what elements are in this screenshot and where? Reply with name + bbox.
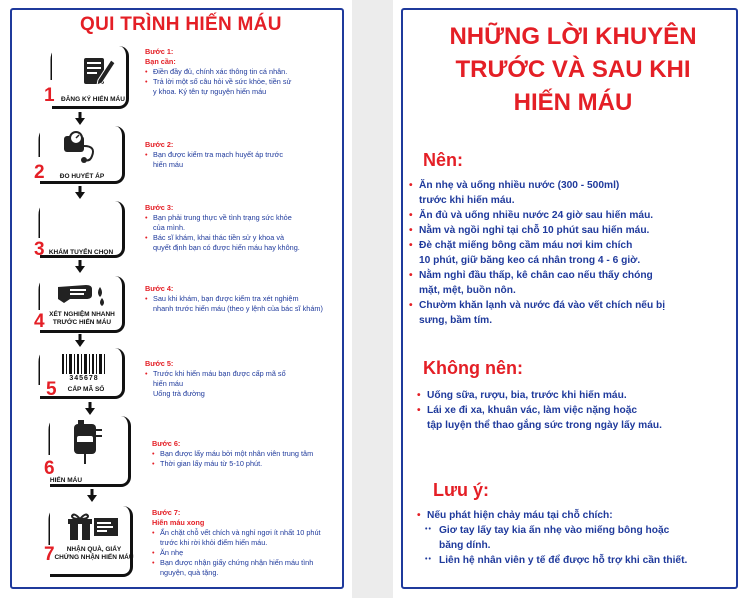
step-4-description: Bước 4: • Sau khi khám, bạn được kiểm tra xét nghiệm nhanh trước hiến máu (theo y lệnh của bác sĩ khám) <box>145 284 323 314</box>
blood-pressure-icon <box>62 128 102 164</box>
list-item: • Lái xe đi xa, khuân vác, làm việc nặng hoặc <box>417 403 733 418</box>
step-2-number: 2 <box>34 162 45 183</box>
step-7-number: 7 <box>44 544 55 565</box>
process-title: QUI TRÌNH HIẾN MÁU <box>80 14 282 35</box>
step-6-caption: HIẾN MÁU <box>49 477 83 484</box>
step-6-number: 6 <box>44 458 55 479</box>
list-item: mặt, mệt, buồn nôn. <box>419 285 516 296</box>
step-5-number: 5 <box>46 379 57 400</box>
step-2-caption: ĐO HUYẾT ÁP <box>59 173 105 180</box>
barcode-digits: 345678 <box>69 375 99 382</box>
step-7-description: Bước 7: Hiến máu xong • Ấn chặt chỗ vết chích và nghỉ ngơi ít nhất 10 phút trước khi rời khỏi điểm hiến máu. • Ăn nhẹ • Bạn được nhận giấy chứng nhận hiến máu tình nguyện, quà tặng. <box>152 508 321 578</box>
blood-donation-process-panel <box>0 0 352 598</box>
list-item: • Ăn nhẹ và uống nhiều nước (300 - 500ml) <box>409 178 731 193</box>
step-7-caption: NHẬN QUÀ, GIẤY CHỨNG NHẬN HIẾN MÁU <box>54 546 134 561</box>
step-5-caption: CẤP MÃ SỐ <box>67 386 105 393</box>
list-item: • Ăn đủ và uống nhiều nước 24 giờ sau hiến máu. <box>409 208 731 223</box>
should-heading: Nên: <box>423 150 463 170</box>
step-1-number: 1 <box>44 85 55 106</box>
list-item: • Đè chặt miếng bông cầm máu nơi kim chích <box>409 238 731 253</box>
step-4-caption: XÉT NGHIỆM NHANH TRƯỚC HIẾN MÁU <box>49 311 115 326</box>
note-heading: Lưu ý: <box>433 480 490 500</box>
should-not-list <box>417 388 733 433</box>
advice-title: NHỮNG LỜI KHUYÊN TRƯỚC VÀ SAU KHI HIẾN MÁU <box>449 23 697 116</box>
list-item: •• Liên hệ nhân viên y tế để được hỗ trợ khi cần thiết. <box>417 553 733 568</box>
should-not-heading: Không nên: <box>423 358 523 378</box>
step-1-description: Bước 1: Bạn cần: • Điền đầy đủ, chính xác thông tin cá nhân. • Trả lời một số câu hỏi về sức khỏe, tiền sử y khoa. Ký tên tự nguyện hiến máu <box>145 47 291 97</box>
step-6-description: Bước 6: • Bạn được lấy máu bởi một nhân viên trung tâm • Thời gian lấy máu từ 5-10 phút. <box>152 439 313 469</box>
advice-panel <box>393 0 748 598</box>
list-item: trước khi hiến máu. <box>419 195 515 206</box>
list-item: •• Giơ tay lấy tay kia ấn nhẹ vào miếng bông hoặc <box>417 523 733 538</box>
blood-bag-icon <box>72 420 106 464</box>
finger-prick-icon <box>56 281 108 307</box>
list-item: băng dính. <box>439 540 491 551</box>
list-item: tập luyện thể thao gắng sức trong ngày lấy máu. <box>427 420 662 431</box>
list-item: • Chườm khăn lạnh và nước đá vào vết chích nếu bị <box>409 298 731 313</box>
note-list <box>417 508 733 568</box>
step-3-caption: KHÁM TUYỂN CHỌN <box>48 249 114 256</box>
step-1-caption: ĐĂNG KÝ HIẾN MÁU <box>61 96 125 103</box>
step-4-number: 4 <box>34 311 45 332</box>
list-item: • Nếu phát hiện chảy máu tại chỗ chích: <box>417 508 733 523</box>
step-3-number: 3 <box>34 239 45 260</box>
list-item: • Nằm và ngồi nghỉ tại chỗ 10 phút sau hiến máu. <box>409 223 731 238</box>
gift-certificate-icon <box>68 512 120 542</box>
should-list <box>409 178 731 328</box>
list-item: sưng, bầm tím. <box>419 315 493 326</box>
step-3-description: Bước 3: • Bạn phải trung thực về tình trạng sức khỏe của mình. • Bác sĩ khám, khai thác tiền sử y khoa và quyết định bạn có được hiến máu hay không. <box>145 203 300 253</box>
list-item: • Nằm nghỉ đầu thấp, kê chân cao nếu thấy chóng <box>409 268 731 283</box>
barcode-icon <box>62 354 106 374</box>
list-item: • Uống sữa, rượu, bia, trước khi hiến máu. <box>417 388 733 403</box>
list-item: 10 phút, giữ băng keo cá nhân trong 4 - 6 giờ. <box>419 255 641 266</box>
form-pencil-icon <box>78 54 116 88</box>
step-2-description: Bước 2: • Bạn được kiểm tra mạch huyết áp trước hiến máu <box>145 140 283 170</box>
step-5-description: Bước 5: • Trước khi hiến máu bạn được cấp mã số hiến máu Uống trà đường <box>145 359 286 399</box>
